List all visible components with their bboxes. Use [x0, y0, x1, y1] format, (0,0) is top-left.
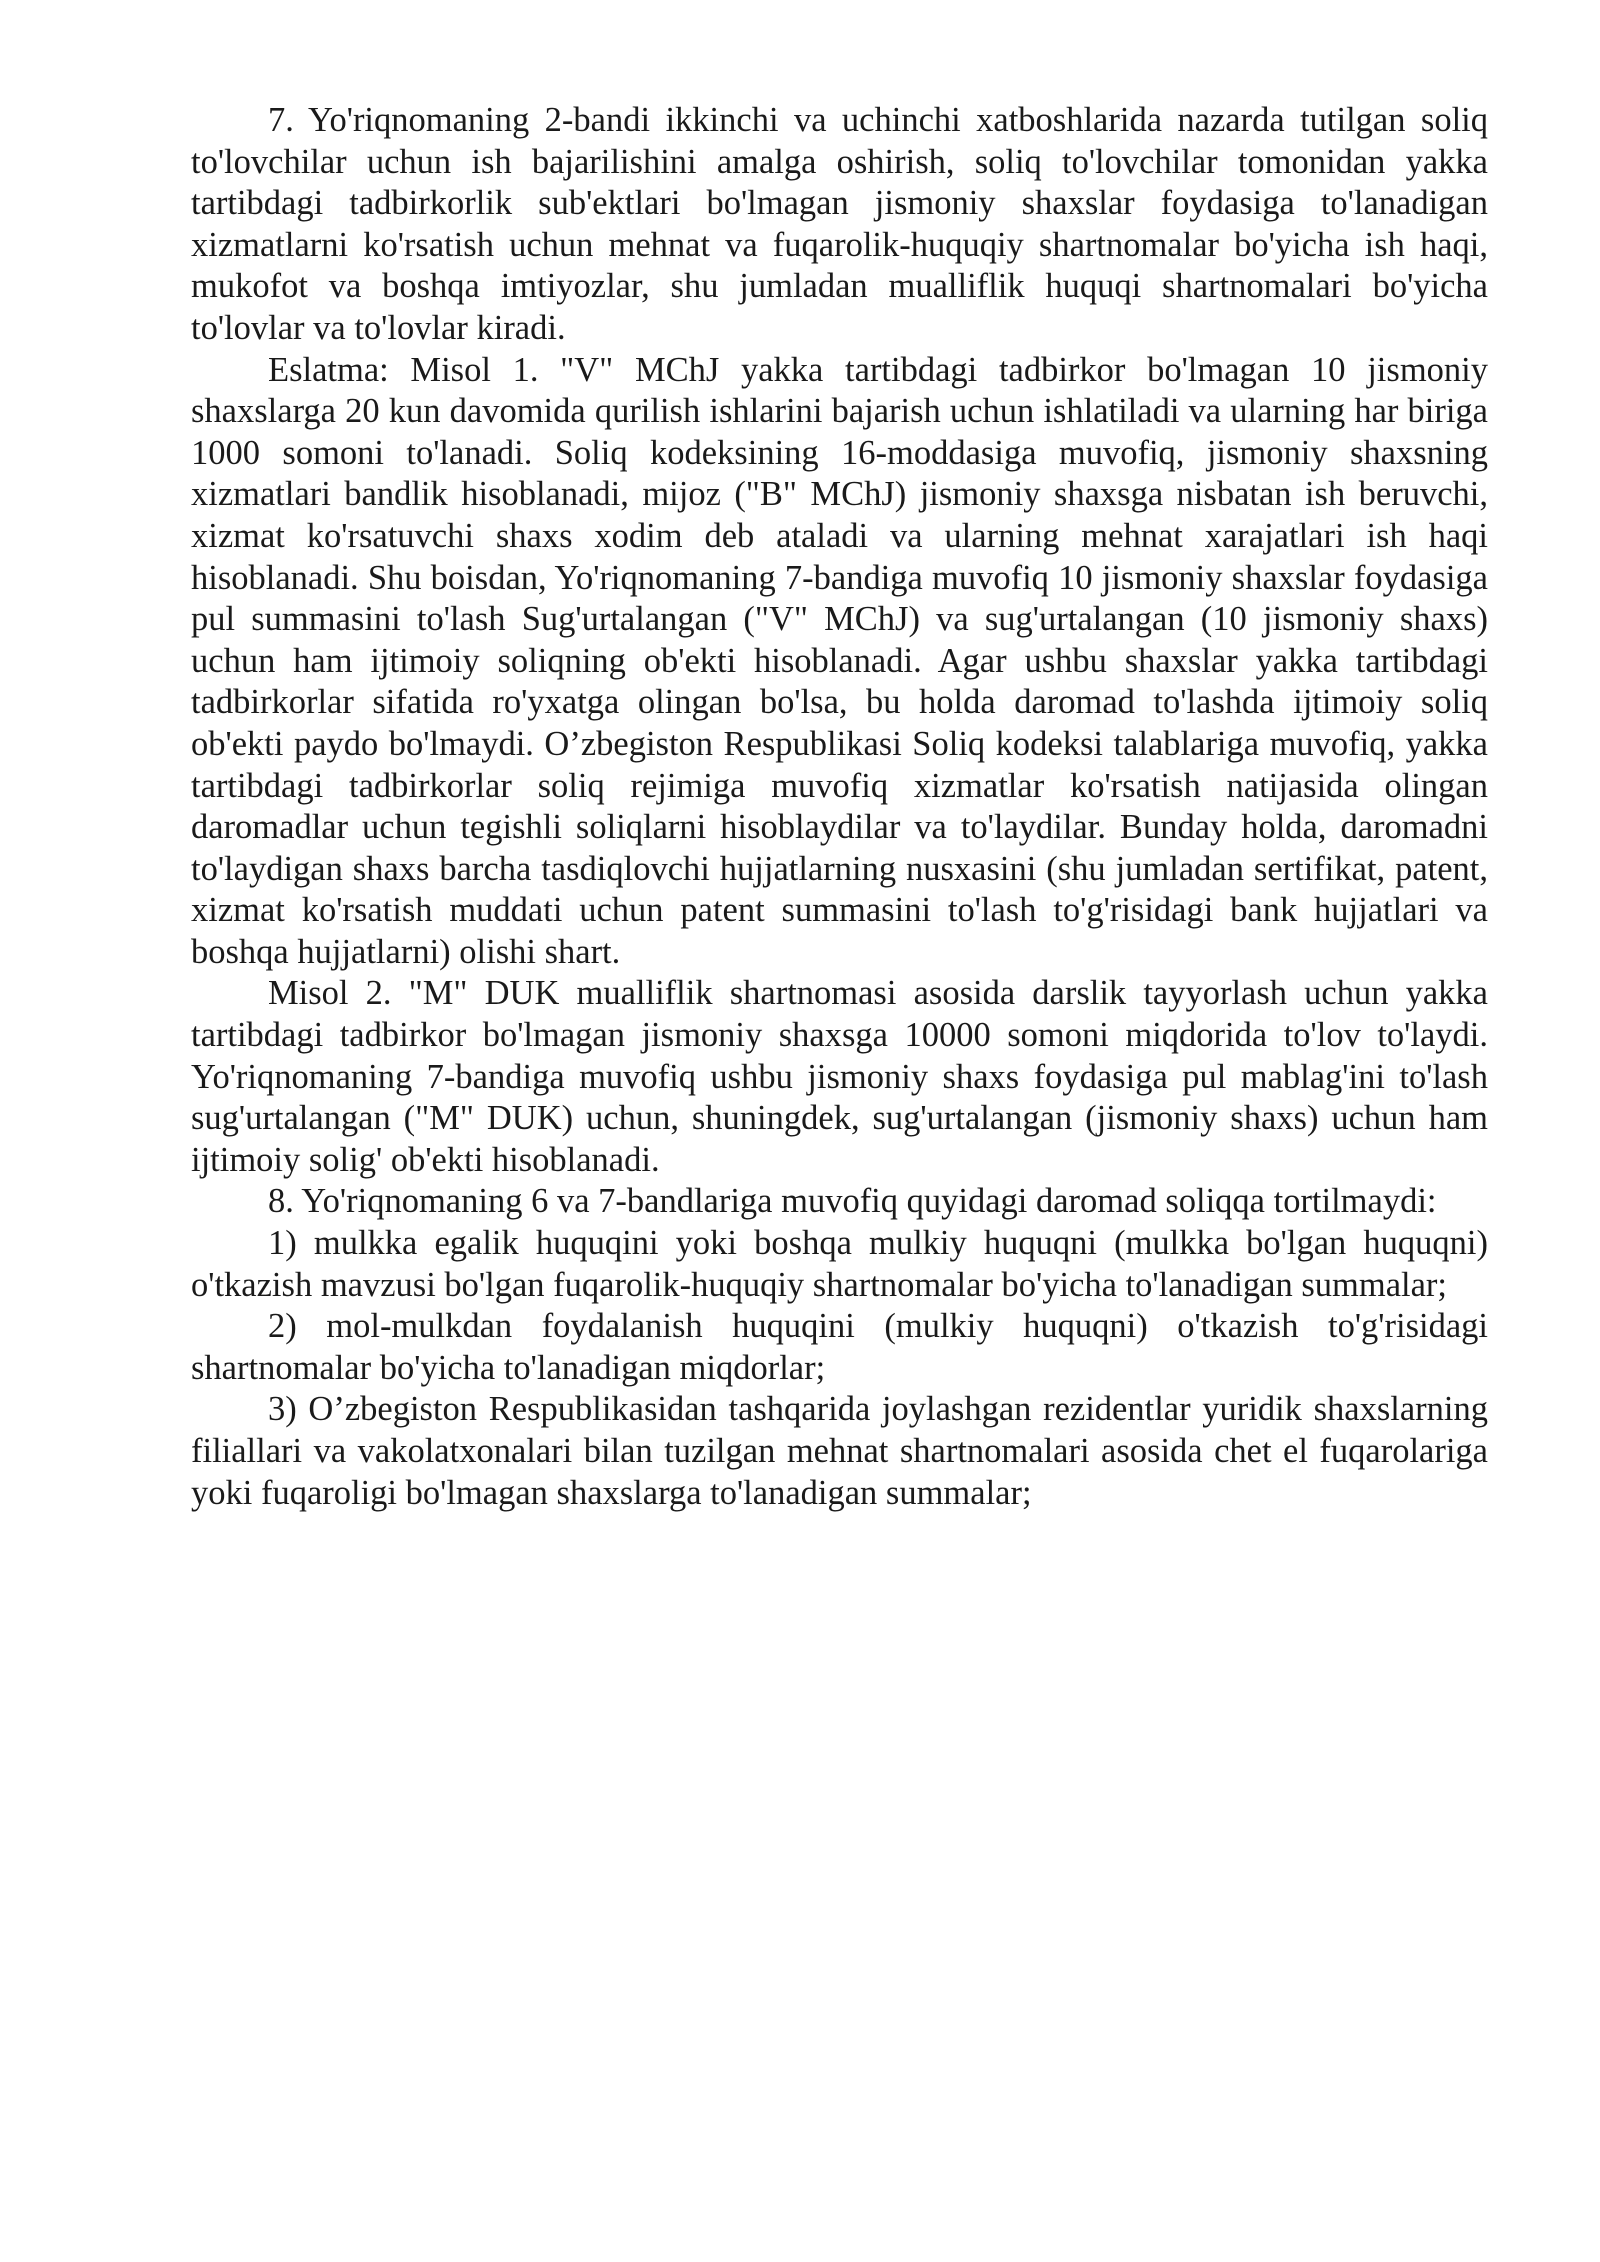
paragraph-example-2: Misol 2. "M" DUK mualliflik shartnomasi asosida darslik tayyorlash uchun yakka tartibdagi tadbirkor bo'lmagan jismoniy shaxsga 10000 somoni miqdorida to'lov to'laydi. Yo'riqnomaning 7-bandiga muvofiq ushbu jismoniy shaxs foydasiga pul mablag'ini to'lash sug'urtalangan ("M" DUK) uchun, shuningdek, sug'urtalangan (jismoniy shaxs) uchun ham ijtimoiy solig' ob'ekti hisoblanadi. [191, 974, 1488, 1179]
list-item-1: 1) mulkka egalik huquqini yoki boshqa mulkiy huquqni (mulkka bo'lgan huquqni) o'tkazish mavzusi bo'lgan fuqarolik-huquqiy shartnomalar bo'yicha to'lanadigan summalar; [191, 1224, 1488, 1304]
paragraph-item-8: 8. Yo'riqnomaning 6 va 7-bandlariga muvofiq quyidagi daromad soliqqa tortilmaydi: [268, 1182, 1437, 1221]
list-item-2: 2) mol-mulkdan foydalanish huquqini (mulkiy huquqni) o'tkazish to'g'risidagi shartnomalar bo'yicha to'lanadigan miqdorlar; [191, 1307, 1488, 1387]
paragraph-example-1: Eslatma: Misol 1. "V" MChJ yakka tartibdagi tadbirkor bo'lmagan 10 jismoniy shaxslarga 20 kun davomida qurilish ishlarini bajarish uchun ishlatiladi va ularning har biriga 1000 somoni to'lanadi. Soliq kodeksining 16-moddasiga muvofiq, jismoniy shaxsning xizmatlari bandlik hisoblanadi, mijoz ("B" MChJ) jismoniy shaxsga nisbatan ish beruvchi, xizmat ko'rsatuvchi shaxs xodim deb ataladi va ularning mehnat xarajatlari ish haqi hisoblanadi. Shu boisdan, Yo'riqnomaning 7-bandiga muvofiq 10 jismoniy shaxslar foydasiga pul summasini to'lash Sug'urtalangan ("V" MChJ) va sug'urtalangan (10 jismoniy shaxs) uchun ham ijtimoiy soliqning ob'ekti hisoblanadi. Agar ushbu shaxslar yakka tartibdagi tadbirkorlar sifatida ro'yxatga olingan bo'lsa, bu holda daromad to'lashda ijtimoiy soliq ob'ekti paydo bo'lmaydi. O’zbegiston Respublikasi Soliq kodeksi talablariga muvofiq, yakka tartibdagi tadbirkorlar soliq rejimiga muvofiq xizmatlar ko'rsatish natijasida olingan daromadlar uchun tegishli soliqlarni hisoblaydilar va to'laydilar. Bunday holda, daromadni to'laydigan shaxs barcha tasdiqlovchi hujjatlarning nusxasini (shu jumladan sertifikat, patent, xizmat ko'rsatish muddati uchun patent summasini to'lash to'g'risidagi bank hujjatlari va boshqa hujjatlarni) olishi shart. [191, 350, 1488, 971]
paragraph-item-7: 7. Yo'riqnomaning 2-bandi ikkinchi va uchinchi xatboshlarida nazarda tutilgan soliq to'lovchilar uchun ish bajarilishini amalga oshirish, soliq to'lovchilar tomonidan yakka tartibdagi tadbirkorlik sub'ektlari bo'lmagan jismoniy shaxslar foydasiga to'lanadigan xizmatlarni ko'rsatish uchun mehnat va fuqarolik-huquqiy shartnomalar bo'yicha ish haqi, mukofot va boshqa imtiyozlar, shu jumladan mualliflik huquqi shartnomalari bo'yicha to'lovlar va to'lovlar kiradi. [191, 101, 1488, 347]
document-body [191, 100, 1488, 1514]
list-item-3: 3) O’zbegiston Respublikasidan tashqarida joylashgan rezidentlar yuridik shaxslarning filiallari va vakolatxonalari bilan tuzilgan mehnat shartnomalari asosida chet el fuqarolariga yoki fuqaroligi bo'lmagan shaxslarga to'lanadigan summalar; [191, 1390, 1488, 1512]
